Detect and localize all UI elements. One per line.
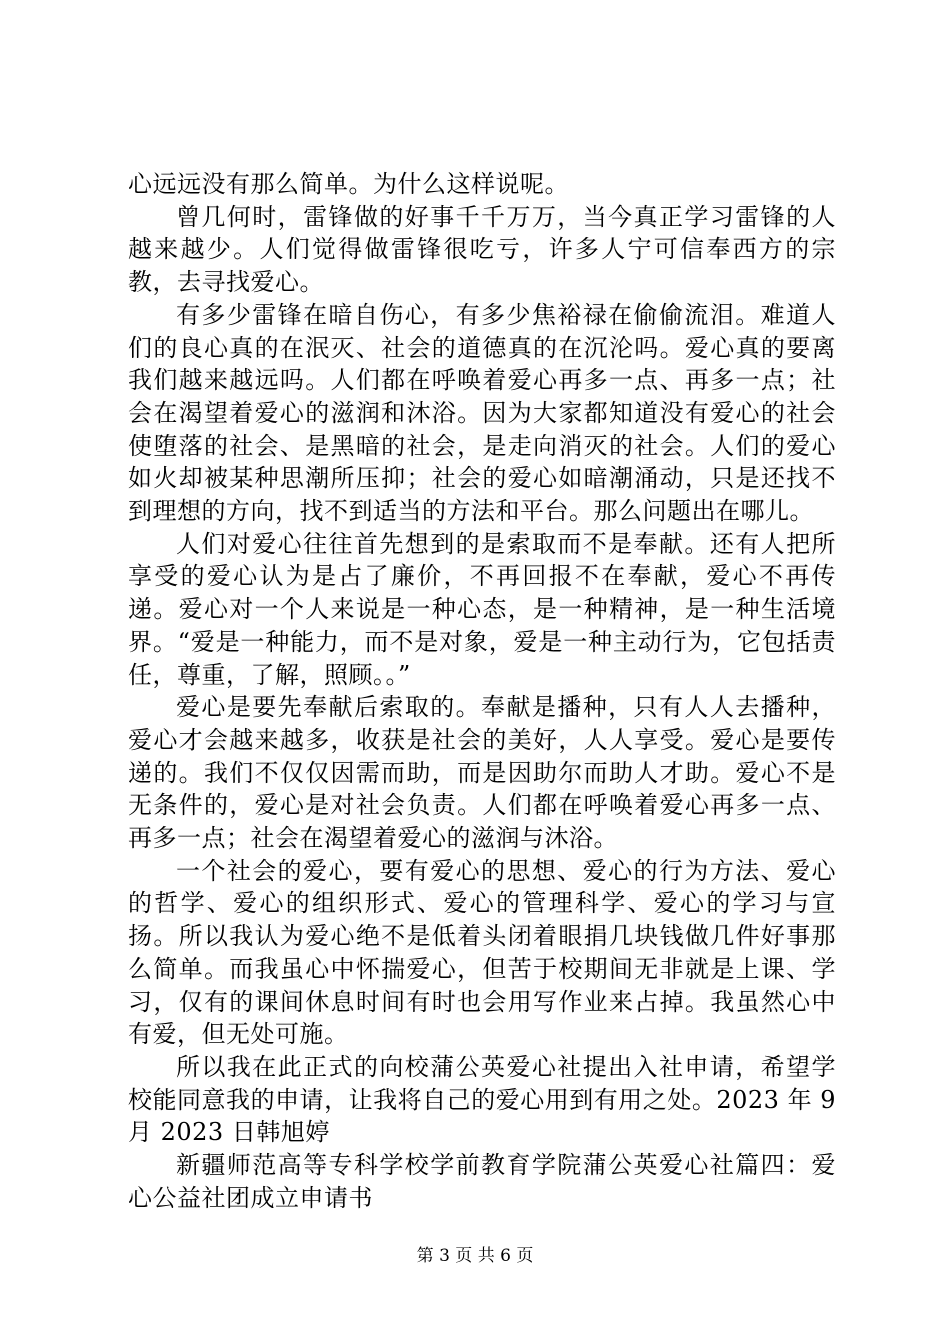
paragraph-5: 爱心是要先奉献后索取的。奉献是播种，只有人人去播种，爱心才会越来越多，收获是社会的美好，人人享受。爱心是要传递的。我们不仅仅因需而助，而是因助尔而助人才助。爱心不是无条件的，爱心是对社会负责。人们都在呼唤着爱心再多一点、再多一点；社会在渴望着爱心的滋润与沐浴。 (128, 693, 836, 853)
paragraph-3: 有多少雷锋在暗自伤心，有多少焦裕禄在偷偷流泪。难道人们的良心真的在泯灭、社会的道德真的在沉沦吗。爱心真的要离我们越来越远吗。人们都在呼唤着爱心再多一点、再多一点；社会在渴望着爱心的滋润和沐浴。因为大家都知道没有爱心的社会使堕落的社会、是黑暗的社会，是走向消灭的社会。人们的爱心如火却被某种思潮所压抑；社会的爱心如暗潮涌动，只是还找不到理想的方向，找不到适当的方法和平台。那么问题出在哪儿。 (128, 300, 836, 526)
paragraph-2: 曾几何时，雷锋做的好事千千万万，当今真正学习雷锋的人越来越少。人们觉得做雷锋很吃亏，许多人宁可信奉西方的宗教，去寻找爱心。 (128, 202, 836, 297)
paragraph-4: 人们对爱心往往首先想到的是索取而不是奉献。还有人把所享受的爱心认为是占了廉价，不再回报不在奉献，爱心不再传递。爱心对一个人来说是一种心态，是一种精神，是一种生活境界。“爱是一种能力，而不是对象，爱是一种主动行为，它包括责任，尊重，了解，照顾。。” (128, 529, 836, 689)
paragraph-7: 所以我在此正式的向校蒲公英爱心社提出入社申请，希望学校能同意我的申请，让我将自己的爱心用到有用之处。2023 年 9 月 2023 日韩旭婷 (128, 1052, 836, 1147)
document-body (128, 168, 836, 1215)
paragraph-8: 新疆师范高等专科学校学前教育学院蒲公英爱心社篇四：爱心公益社团成立申请书 (128, 1151, 836, 1212)
paragraph-1: 心远远没有那么简单。为什么这样说呢。 (128, 170, 569, 198)
page-footer (0, 1246, 950, 1266)
paragraph-6: 一个社会的爱心，要有爱心的思想、爱心的行为方法、爱心的哲学、爱心的组织形式、爱心的管理科学、爱心的学习与宣扬。所以我认为爱心绝不是低着头闭着眼捐几块钱做几件好事那么简单。而我虽心中怀揣爱心，但苦于校期间无非就是上课、学习，仅有的课间休息时间有时也会用写作业来占掉。我虽然心中有爱，但无处可施。 (128, 856, 836, 1049)
page-number-label: 第 3 页 共 6 页 (416, 1246, 534, 1266)
